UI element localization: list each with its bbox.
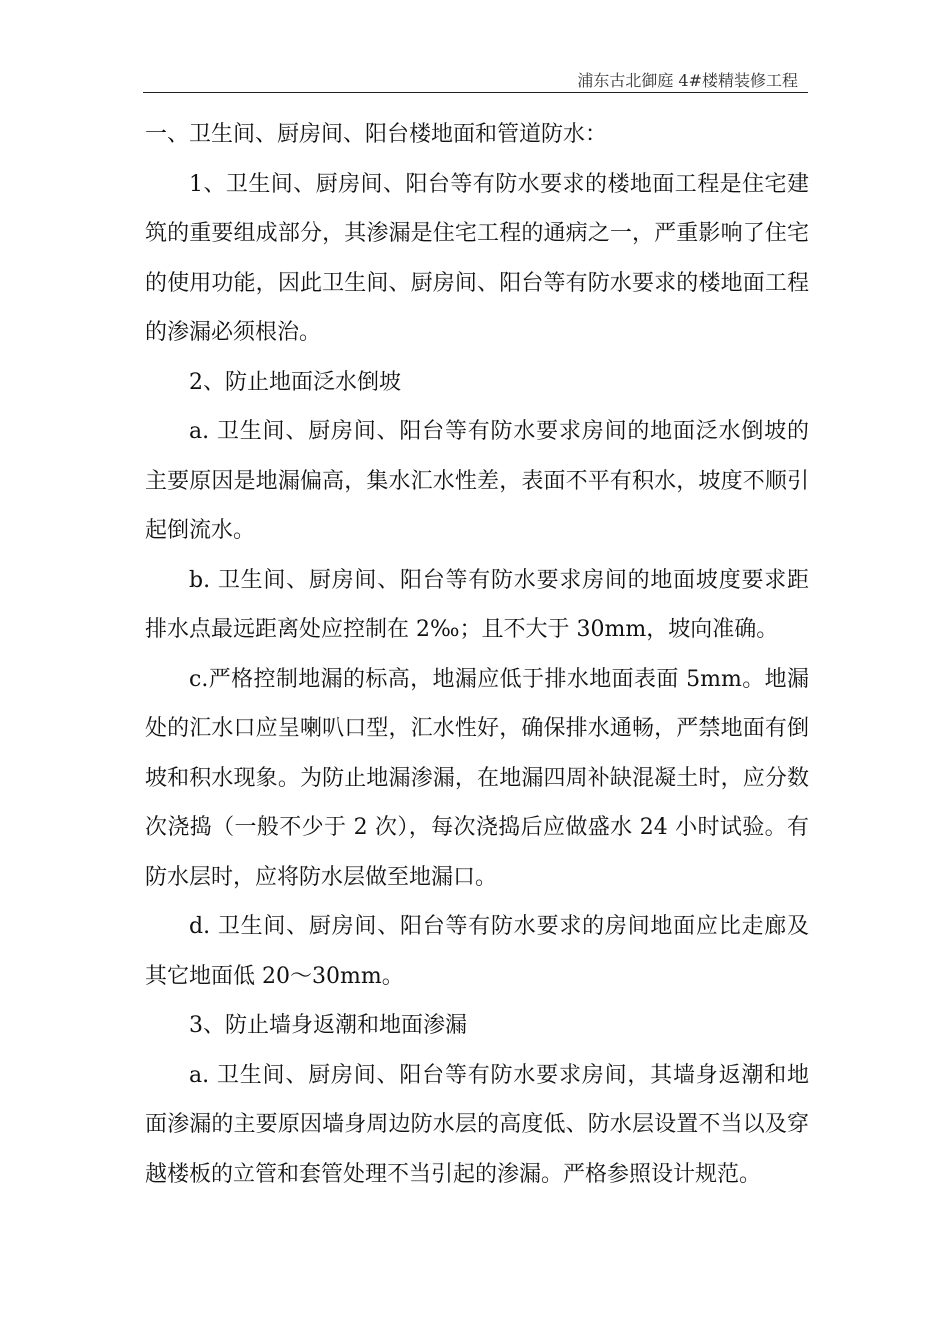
paragraph-2b: b. 卫生间、厨房间、阳台等有防水要求房间的地面坡度要求距排水点最远距离处应控制在 2‰；且不大于 30mm，坡向准确。 <box>145 567 809 642</box>
subheading-2: 2、防止地面泛水倒坡 <box>189 369 401 395</box>
paragraph-2c: c.严格控制地漏的标高，地漏应低于排水地面表面 5mm。地漏处的汇水口应呈喇叭口型，汇水性好，确保排水通畅，严禁地面有倒坡和积水现象。为防止地漏渗漏，在地漏四周补缺混凝土时，应分数次浇捣（一般不少于 2 次），每次浇捣后应做盛水 24 小时试验。有防水层时，应将防水层做至地漏口。 <box>145 666 809 890</box>
document-body <box>145 110 809 1199</box>
section-heading: 一、卫生间、厨房间、阳台楼地面和管道防水： <box>145 122 608 147</box>
header-title: 浦东古北御庭 4#楼精装修工程 <box>577 71 798 90</box>
paragraph-2d: d. 卫生间、厨房间、阳台等有防水要求的房间地面应比走廊及其它地面低 20～30mm。 <box>145 914 809 989</box>
page-header <box>143 64 808 93</box>
paragraph-1: 1、卫生间、厨房间、阳台等有防水要求的楼地面工程是住宅建筑的重要组成部分，其渗漏是住宅工程的通病之一，严重影响了住宅的使用功能，因此卫生间、厨房间、阳台等有防水要求的楼地面工程的渗漏必须根治。 <box>145 171 809 345</box>
paragraph-3a: a. 卫生间、厨房间、阳台等有防水要求房间，其墙身返潮和地面渗漏的主要原因墙身周边防水层的高度低、防水层设置不当以及穿越楼板的立管和套管处理不当引起的渗漏。严格参照设计规范。 <box>145 1062 809 1187</box>
paragraph-2a: a. 卫生间、厨房间、阳台等有防水要求房间的地面泛水倒坡的主要原因是地漏偏高，集水汇水性差，表面不平有积水，坡度不顺引起倒流水。 <box>145 419 809 543</box>
subheading-3: 3、防止墙身返潮和地面渗漏 <box>189 1013 467 1038</box>
